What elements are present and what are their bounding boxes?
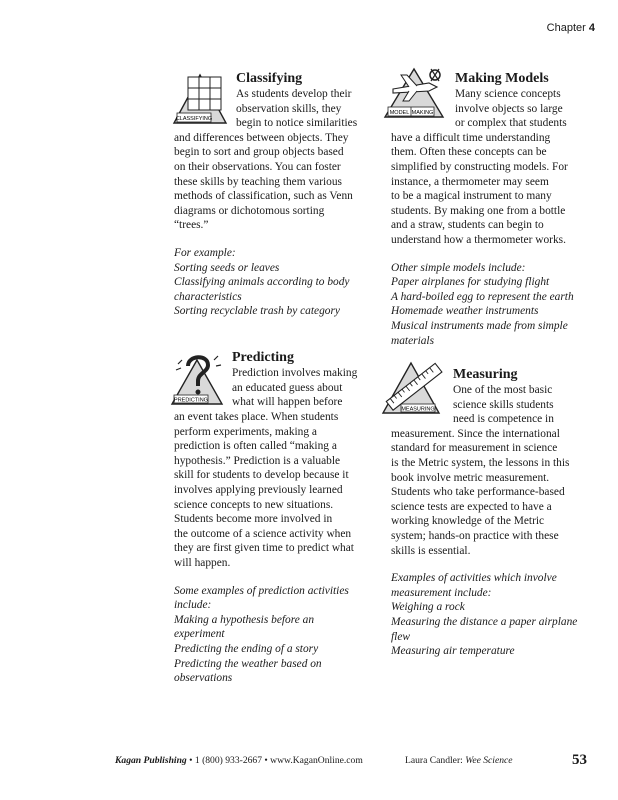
classifying-icon-label: CLASSIFYING (175, 116, 213, 122)
predicting-title: Predicting (232, 350, 294, 365)
measuring-line: measurement. Since the international (391, 427, 560, 440)
predicting-icon (168, 350, 226, 408)
predicting-line: skill for students to develop because it (174, 469, 349, 482)
classifying-line: on their observations. You can foster (174, 160, 341, 173)
page-number: 53 (572, 752, 587, 768)
classifying-line: and differences between objects. They (174, 131, 349, 144)
predicting-line: Prediction involves making (232, 367, 358, 379)
example-item: Examples of activities which involve (391, 572, 557, 585)
making-models-title: Making Models (455, 71, 549, 86)
footer-publisher-info (115, 755, 363, 766)
measuring-line: skills is essential. (391, 544, 471, 557)
measuring-line: One of the most basic (453, 384, 553, 396)
chapter-number: 4 (588, 22, 595, 34)
example-item: For example: (174, 246, 236, 259)
classifying-line: observation skills, they (236, 102, 342, 115)
predicting-line: perform experiments, making a (174, 425, 317, 438)
example-item: observations (174, 672, 233, 685)
classifying-title: Classifying (236, 71, 303, 86)
example-item: characteristics (174, 290, 242, 303)
classifying-line: methods of classification, such as Venn (174, 190, 353, 203)
classifying-examples (174, 246, 364, 319)
measuring-icon (379, 355, 447, 417)
example-item: measurement include: (391, 586, 492, 599)
measuring-line: system; hands-on practice with these (391, 529, 559, 542)
making-models-examples (391, 261, 606, 349)
measuring-line: need is competence in (453, 413, 554, 426)
example-item: Weighing a rock (391, 601, 465, 614)
chapter-label (547, 22, 595, 34)
measuring-examples (391, 571, 601, 659)
example-item: Some examples of prediction activities (174, 584, 349, 597)
making-models-line: students. By making one from a bottle (391, 204, 566, 217)
classifying-line: “trees.” (174, 219, 209, 232)
example-item: experiment (174, 628, 225, 641)
measuring-line: science tests are expected to have a (391, 500, 552, 513)
classifying-line: As students develop their (236, 88, 352, 100)
making-models-line: them. Often these concepts can be (391, 146, 547, 159)
publisher-contact: • 1 (800) 933-2667 • www.KaganOnline.com (186, 755, 363, 766)
measuring-title: Measuring (453, 367, 518, 382)
example-item: materials (391, 334, 435, 347)
example-item: Classifying animals according to body (174, 276, 350, 289)
making-models-section (391, 71, 606, 348)
making-models-line: have a difficult time understanding (391, 131, 551, 144)
predicting-line: they are first given time to predict what (174, 542, 354, 555)
predicting-line: the outcome of a science activity when (174, 527, 352, 540)
book-title: Wee Science (465, 755, 513, 766)
footer-book-info (405, 755, 513, 766)
predicting-line: science concepts to new situations. (174, 498, 334, 511)
making-models-line: to be a magical instrument to many (391, 190, 552, 203)
model-making-icon-label-1: MODEL (389, 110, 410, 116)
example-item: Predicting the weather based on (174, 657, 322, 670)
classifying-section (174, 71, 364, 319)
example-item: Musical instruments made from simple (391, 319, 568, 332)
predicting-section (174, 350, 370, 686)
classifying-line: begin to notice similarities (236, 117, 358, 130)
predicting-line: Students become more involved in (174, 513, 333, 526)
example-item: flew (391, 630, 410, 643)
making-models-line: Many science concepts (455, 88, 561, 100)
example-item: Making a hypothesis before an (174, 613, 315, 626)
predicting-line: hypothesis.” Prediction is a valuable (174, 454, 341, 467)
making-models-line: involve objects so large (455, 102, 563, 115)
making-models-line: simplified by constructing models. For (391, 160, 568, 173)
example-item: Predicting the ending of a story (174, 642, 319, 655)
measuring-line: book involve metric measurement. (391, 471, 550, 484)
example-item: Measuring air temperature (391, 645, 515, 658)
making-models-line: and a straw, students can begin to (391, 219, 544, 232)
classifying-line: diagrams or dichotomous sorting (174, 204, 325, 217)
predicting-line: what will happen before (232, 396, 343, 409)
example-item: Other simple models include: (391, 261, 526, 274)
example-item: Homemade weather instruments (391, 305, 539, 318)
predicting-line: an educated guess about (232, 381, 343, 394)
example-item: Sorting recyclable trash by category (174, 305, 340, 318)
example-item: Measuring the distance a paper airplane (391, 615, 578, 628)
making-models-line: or complex that students (455, 117, 567, 130)
chapter-word: Chapter (546, 22, 586, 34)
example-item: Sorting seeds or leaves (174, 261, 280, 274)
making-models-line: instance, a thermometer may seem (391, 175, 549, 188)
predicting-line: will happen. (174, 556, 231, 569)
measuring-icon-label: MEASURING (401, 406, 435, 413)
classifying-line: these skills by teaching them various (174, 175, 342, 188)
model-making-icon-label-2: MAKING (411, 110, 434, 116)
example-item: include: (174, 599, 212, 612)
predicting-icon-label: PREDICTING (174, 397, 208, 404)
classifying-line: begin to sort and group objects based (174, 146, 344, 159)
example-item: Paper airplanes for studying flight (391, 276, 550, 289)
measuring-line: working knowledge of the Metric (391, 515, 545, 528)
predicting-line: an event takes place. When students (174, 411, 339, 423)
predicting-line: prediction is often called “making a (174, 440, 337, 453)
measuring-section (391, 367, 601, 659)
example-item: A hard-boiled egg to represent the earth (391, 290, 574, 303)
making-models-line: understand how a thermometer works. (391, 233, 566, 246)
classifying-icon (170, 71, 230, 127)
predicting-examples (174, 584, 370, 686)
publisher-name: Kagan Publishing (115, 755, 187, 766)
measuring-line: Students who take performance-based (391, 486, 565, 499)
page-footer (0, 752, 618, 770)
measuring-line: science skills students (453, 398, 554, 411)
measuring-line: is the Metric system, the lessons in this (391, 456, 570, 469)
predicting-line: involves applying previously learned (174, 483, 343, 496)
measuring-line: standard for measurement in science (391, 442, 558, 455)
model-making-icon (379, 65, 449, 121)
author-name: Laura Candler: (405, 755, 466, 766)
